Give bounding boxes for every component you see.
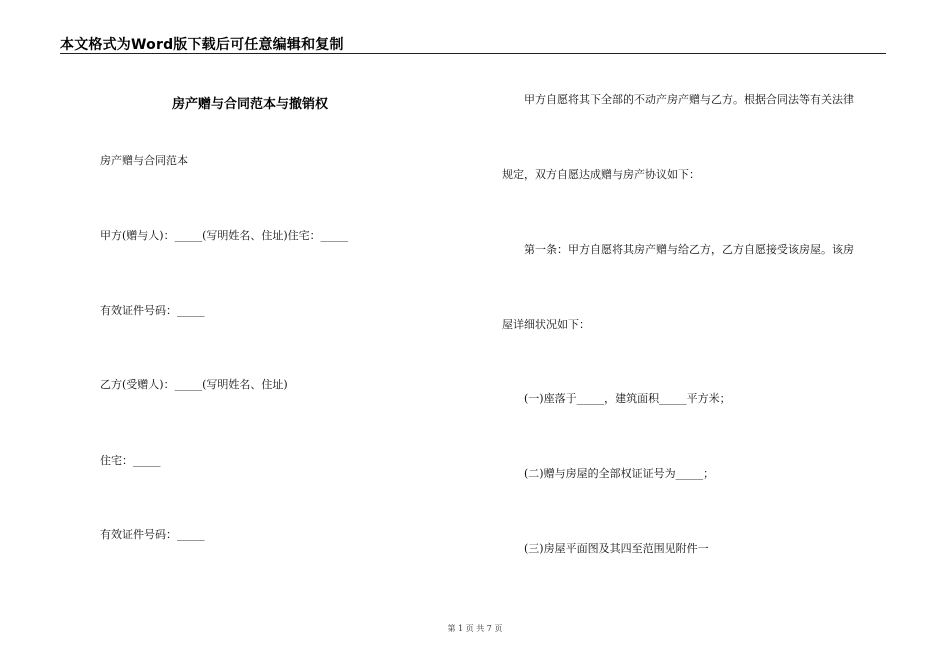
clause-item-3: (三)房屋平面图及其四至范围见附件一	[524, 542, 709, 555]
party-b-id-line: 有效证件号码：_____	[100, 528, 205, 541]
contract-template-heading: 房产赠与合同范本	[100, 154, 188, 167]
party-a-line: 甲方(赠与人)：_____(写明姓名、住址)住宅：_____	[100, 229, 349, 242]
clause-item-1: (一)座落于_____，建筑面积_____平方米；	[524, 392, 731, 405]
paragraph-intro-line-2: 规定，双方自愿达成赠与房产协议如下：	[502, 168, 700, 181]
clause-item-2: (二)赠与房屋的全部权证证号为_____；	[524, 467, 715, 480]
document-title: 房产赠与合同范本与撤销权	[171, 97, 328, 112]
article-one-line-2: 屋详细状况如下：	[502, 318, 590, 331]
article-one-line-1: 第一条：甲方自愿将其房产赠与给乙方，乙方自愿接受该房屋。该房	[524, 243, 854, 256]
paragraph-intro-line-1: 甲方自愿将其下全部的不动产房产赠与乙方。根据合同法等有关法律	[524, 93, 854, 106]
party-b-line: 乙方(受赠人)：_____(写明姓名、住址)	[100, 378, 288, 391]
header-divider	[60, 53, 886, 54]
editable-notice-banner: 本文格式为Word版下载后可任意编辑和复制	[60, 37, 344, 53]
party-b-residence-line: 住宅：_____	[100, 454, 161, 467]
party-a-id-line: 有效证件号码：_____	[100, 304, 205, 317]
page-number-footer: 第 1 页 共 7 页	[447, 624, 503, 633]
